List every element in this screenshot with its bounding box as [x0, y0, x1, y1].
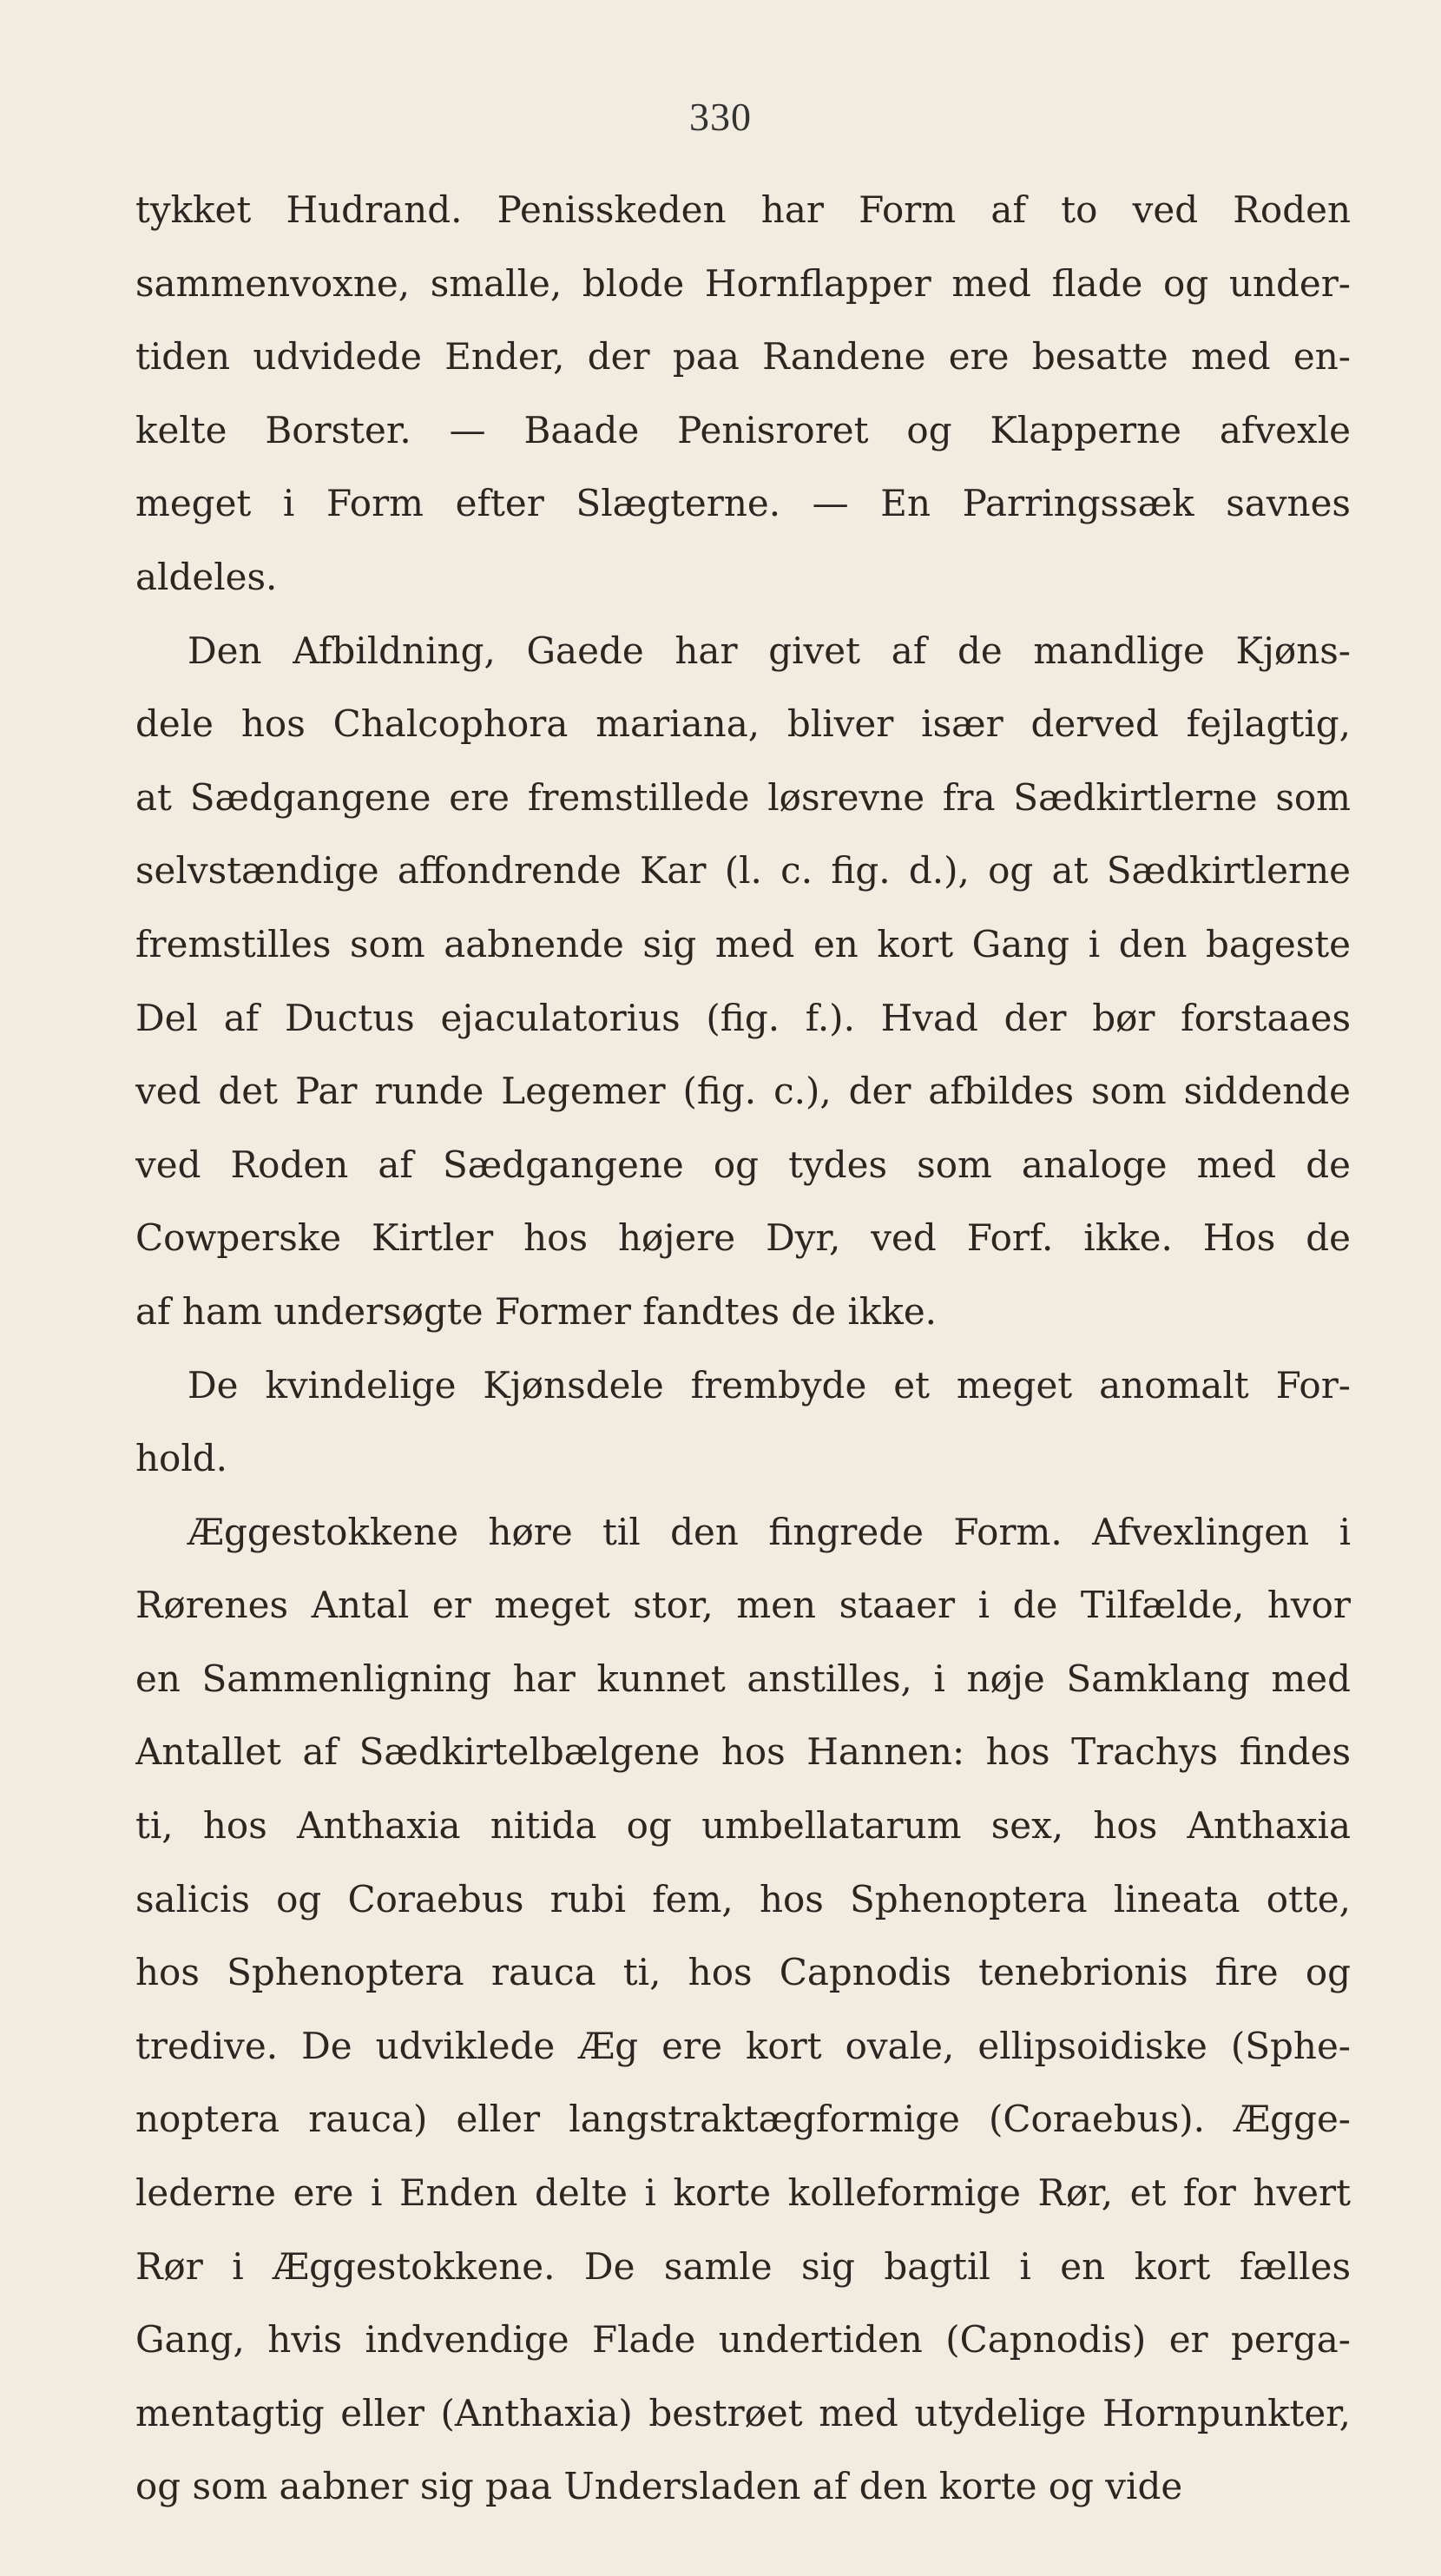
text-line: ti, hos Anthaxia nitida og umbellatarum sex, hos Anthaxia [135, 1804, 1351, 1848]
text-line: Gang, hvis indvendige Flade undertiden (Capnodis) er perga- [135, 2318, 1351, 2362]
text-line: hos Sphenoptera rauca ti, hos Capnodis tenebrionis fire og [135, 1951, 1351, 1994]
text-line: en Sammenligning har kunnet anstilles, i nøje Samklang med [135, 1657, 1351, 1700]
text-line: Rør i Æggestokkene. De samle sig bagtil i en kort fælles [135, 2244, 1351, 2288]
text-line: salicis og Coraebus rubi fem, hos Sphenoptera lineata otte, [135, 1877, 1351, 1920]
text-line: Rørenes Antal er meget stor, men staaer i de Tilfælde, hvor [135, 1584, 1351, 1627]
text-line: fremstilles som aabnende sig med en kort Gang i den bageste [135, 922, 1351, 965]
text-line: sammenvoxne, smalle, blode Hornflapper med flade og under- [135, 261, 1351, 305]
text-line: tredive. De udviklede Æg ere kort ovale, ellipsoidiske (Sphe- [135, 2024, 1351, 2067]
text-line: kelte Borster. — Baade Penisroret og Klapperne afvexle [135, 408, 1351, 451]
text-line: mentagtig eller (Anthaxia) bestrøet med utydelige Hornpunkter, [135, 2391, 1351, 2434]
text-line: tiden udvidede Ender, der paa Randene ere besatte med en- [135, 335, 1351, 379]
text-line: dele hos Chalcophora mariana, bliver især derved fejlagtig, [135, 702, 1351, 746]
text-line: Æggestokkene høre til den fingrede Form. Afvexlingen i [188, 1510, 1351, 1553]
text-line: tykket Hudrand. Penisskeden har Form af to ved Roden [135, 188, 1351, 231]
text-line: Del af Ductus ejaculatorius (fig. f.). Hvad der bør forstaaes [135, 996, 1351, 1039]
text-line: De kvindelige Kjønsdele frembyde et meget anomalt For- [188, 1363, 1351, 1407]
text-line: Cowperske Kirtler hos højere Dyr, ved Forf. ikke. Hos de [135, 1216, 1351, 1260]
body-text [135, 174, 1351, 2524]
text-line: aldeles. [135, 555, 278, 598]
page-number: 330 [689, 95, 752, 139]
text-line: meget i Form efter Slægterne. — En Parringssæk savnes [135, 482, 1351, 525]
text-line: af ham undersøgte Former fandtes de ikke. [135, 1289, 938, 1333]
text-line: at Sædgangene ere fremstillede løsrevne fra Sædkirtlerne som [135, 775, 1351, 819]
text-line: noptera rauca) eller langstraktægformige (Coraebus). Ægge- [135, 2098, 1351, 2141]
text-line: Antallet af Sædkirtelbælgene hos Hannen: hos Trachys findes [135, 1730, 1351, 1774]
text-line: selvstændige affondrende Kar (l. c. fig. d.), og at Sædkirtlerne [135, 849, 1351, 893]
text-line: hold. [135, 1437, 228, 1480]
text-line: Den Afbildning, Gaede har givet af de mandlige Kjøns- [188, 629, 1351, 672]
text-line: ved Roden af Sædgangene og tydes som analoge med de [135, 1143, 1351, 1186]
text-line: ved det Par runde Legemer (fig. c.), der afbildes som siddende [135, 1070, 1351, 1113]
text-line: lederne ere i Enden delte i korte kolleformige Rør, et for hvert [135, 2171, 1351, 2215]
text-line: og som aabner sig paa Undersladen af den korte og vide [135, 2465, 1183, 2508]
